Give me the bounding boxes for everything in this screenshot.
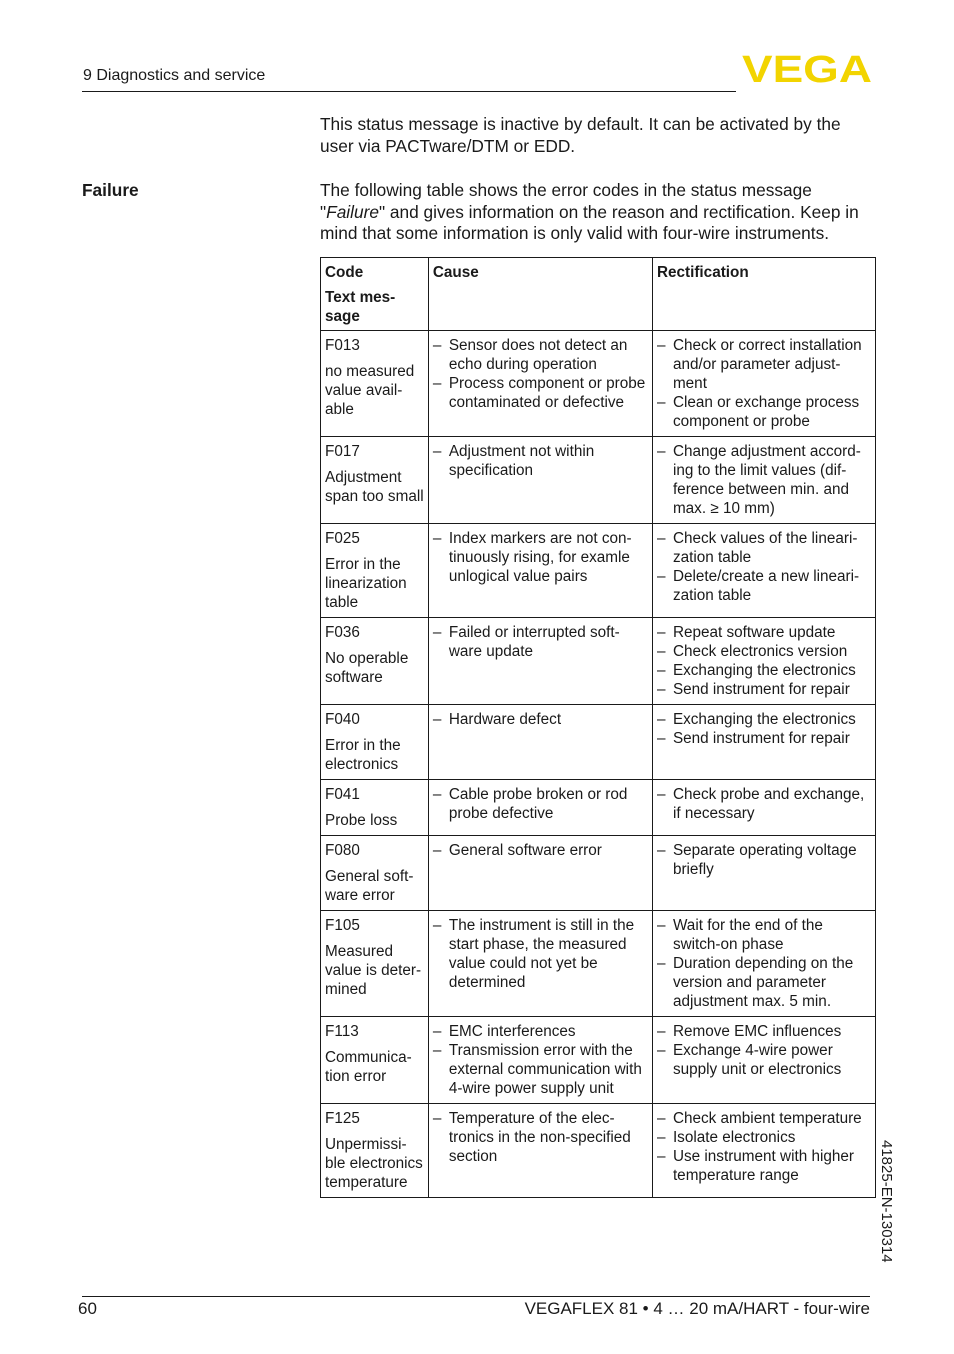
cause-cell [428,705,652,780]
code-cell [321,331,429,437]
cause-cell [428,437,652,524]
rectification-item: – Check probe and exchange, if necessary [657,785,871,823]
rectification-list [657,623,871,699]
cause-item: – Failed or interrupted soft-ware update [433,623,648,661]
rectification-cell [652,705,875,780]
cause-item: – EMC interferences [433,1022,648,1041]
rectification-cell [652,524,875,618]
code-cell [321,705,429,780]
header-cause: Cause [428,258,652,331]
cause-list [433,710,648,729]
rectification-item: – Send instrument for repair [657,680,871,699]
logo-text: VEGA [742,52,872,84]
rectification-item: – Check electronics version [657,642,871,661]
code-cell [321,524,429,618]
error-code: F013 [325,337,360,354]
cause-item: – Process component or probe contaminated or defective [433,374,648,412]
rectification-cell [652,836,875,911]
page-number: 60 [78,1299,97,1318]
error-message: No operable software [325,650,409,686]
table-row [321,1017,876,1104]
error-code: F125 [325,1110,360,1127]
table-row [321,780,876,836]
table-row [321,618,876,705]
cause-item: – Transmission error with the external communication with 4-wire power supply unit [433,1041,648,1098]
table-header-row [321,258,876,331]
cause-cell [428,618,652,705]
error-code: F105 [325,917,360,934]
cause-cell [428,524,652,618]
cause-cell [428,911,652,1017]
header-rectification: Rectification [652,258,875,331]
cause-cell [428,780,652,836]
error-code: F041 [325,786,360,803]
header-code: Code Text mes-sage [321,258,429,331]
product-name: VEGAFLEX 81 • 4 … 20 mA/HART - four-wire [524,1299,870,1318]
rectification-list [657,841,871,879]
code-cell [321,618,429,705]
cause-item: – Hardware defect [433,710,648,729]
rectification-cell [652,618,875,705]
rectification-cell [652,1104,875,1198]
error-code: F113 [325,1023,359,1040]
error-message: Error in the linearization table [325,556,407,611]
document-number: 41825-EN-130314 [878,1140,895,1263]
rectification-item: – Exchange 4-wire power supply unit or electronics [657,1041,871,1079]
rectification-item: – Check or correct installation and/or parameter adjust-ment [657,336,871,393]
rectification-item: – Exchanging the electronics [657,710,871,729]
rectification-item: – Use instrument with higher temperature range [657,1147,871,1185]
cause-list [433,442,648,480]
table-row [321,1104,876,1198]
cause-list [433,623,648,661]
cause-cell [428,836,652,911]
failure-paragraph: The following table shows the error codes in the status message "Failure" and gives information on the reason and rectification. Keep in mind that some information is only valid with four-wire instruments. [320,180,859,243]
error-code: F036 [325,624,360,641]
cause-cell [428,1017,652,1104]
error-message: Adjustment span too small [325,469,424,505]
rectification-list [657,529,871,605]
cause-item: – General software error [433,841,648,860]
rectification-list [657,1109,871,1185]
cause-list [433,1022,648,1098]
rectification-list [657,442,871,518]
rectification-cell [652,437,875,524]
header-rule [82,91,736,92]
cause-list [433,785,648,823]
header-text-message: Text mes-sage [325,289,396,325]
rectification-list [657,1022,871,1079]
error-code: F040 [325,711,360,728]
cause-item: – The instrument is still in the start phase, the measured value could not yet be determined [433,916,648,992]
rectification-item: – Check values of the lineari-zation table [657,529,871,567]
rectification-item: – Check ambient temperature [657,1109,871,1128]
rectification-item: – Change adjustment accord-ing to the limit values (dif-ference between min. and max. ≥ 10 mm) [657,442,871,518]
error-message: Error in the electronics [325,737,401,773]
rectification-list [657,336,871,431]
code-cell [321,836,429,911]
cause-item: – Index markers are not con-tinuously rising, for examle unlogical value pairs [433,529,648,586]
code-cell [321,437,429,524]
rectification-list [657,785,871,823]
cause-list [433,1109,648,1166]
table-row [321,524,876,618]
code-cell [321,780,429,836]
table-row [321,331,876,437]
error-message: Unpermissi-ble electronics temperature [325,1136,423,1191]
error-message: General soft-ware error [325,868,414,904]
code-cell [321,911,429,1017]
rectification-item: – Repeat software update [657,623,871,642]
code-cell [321,1104,429,1198]
cause-cell [428,1104,652,1198]
rectification-item: – Wait for the end of the switch-on phase [657,916,871,954]
error-message: Probe loss [325,812,398,829]
cause-item: – Sensor does not detect an echo during operation [433,336,648,374]
rectification-item: – Send instrument for repair [657,729,871,748]
cause-item: – Cable probe broken or rod probe defective [433,785,648,823]
code-cell [321,1017,429,1104]
rectification-item: – Exchanging the electronics [657,661,871,680]
cause-list [433,916,648,992]
rectification-cell [652,780,875,836]
rectification-cell [652,911,875,1017]
cause-list [433,336,648,412]
rectification-item: – Separate operating voltage briefly [657,841,871,879]
table-row [321,437,876,524]
error-code: F080 [325,842,360,859]
footer-rule [82,1296,870,1297]
cause-list [433,529,648,586]
rectification-item: – Isolate electronics [657,1128,871,1147]
table-row [321,836,876,911]
cause-list [433,841,648,860]
error-code: F025 [325,530,360,547]
rectification-cell [652,331,875,437]
vega-logo [742,52,872,84]
error-code: F017 [325,443,360,460]
error-code-table [320,257,876,1198]
error-message: no measured value avail-able [325,363,415,418]
rectification-item: – Delete/create a new lineari-zation table [657,567,871,605]
rectification-item: – Duration depending on the version and parameter adjustment max. 5 min. [657,954,871,1011]
cause-item: – Adjustment not within specification [433,442,648,480]
table-row [321,911,876,1017]
error-message: Measured value is deter-mined [325,943,422,998]
rectification-list [657,916,871,1011]
rectification-cell [652,1017,875,1104]
rectification-list [657,710,871,748]
rectification-item: – Remove EMC influences [657,1022,871,1041]
table-row [321,705,876,780]
running-header: 9 Diagnostics and service [83,67,266,84]
rectification-item: – Clean or exchange process component or probe [657,393,871,431]
error-message: Communica-tion error [325,1049,412,1085]
intro-paragraph: This status message is inactive by default. It can be activated by the user via PACTware/DTM or EDD. [320,114,841,156]
failure-heading: Failure [82,180,139,200]
cause-item: – Temperature of the elec-tronics in the non-specified section [433,1109,648,1166]
cause-cell [428,331,652,437]
